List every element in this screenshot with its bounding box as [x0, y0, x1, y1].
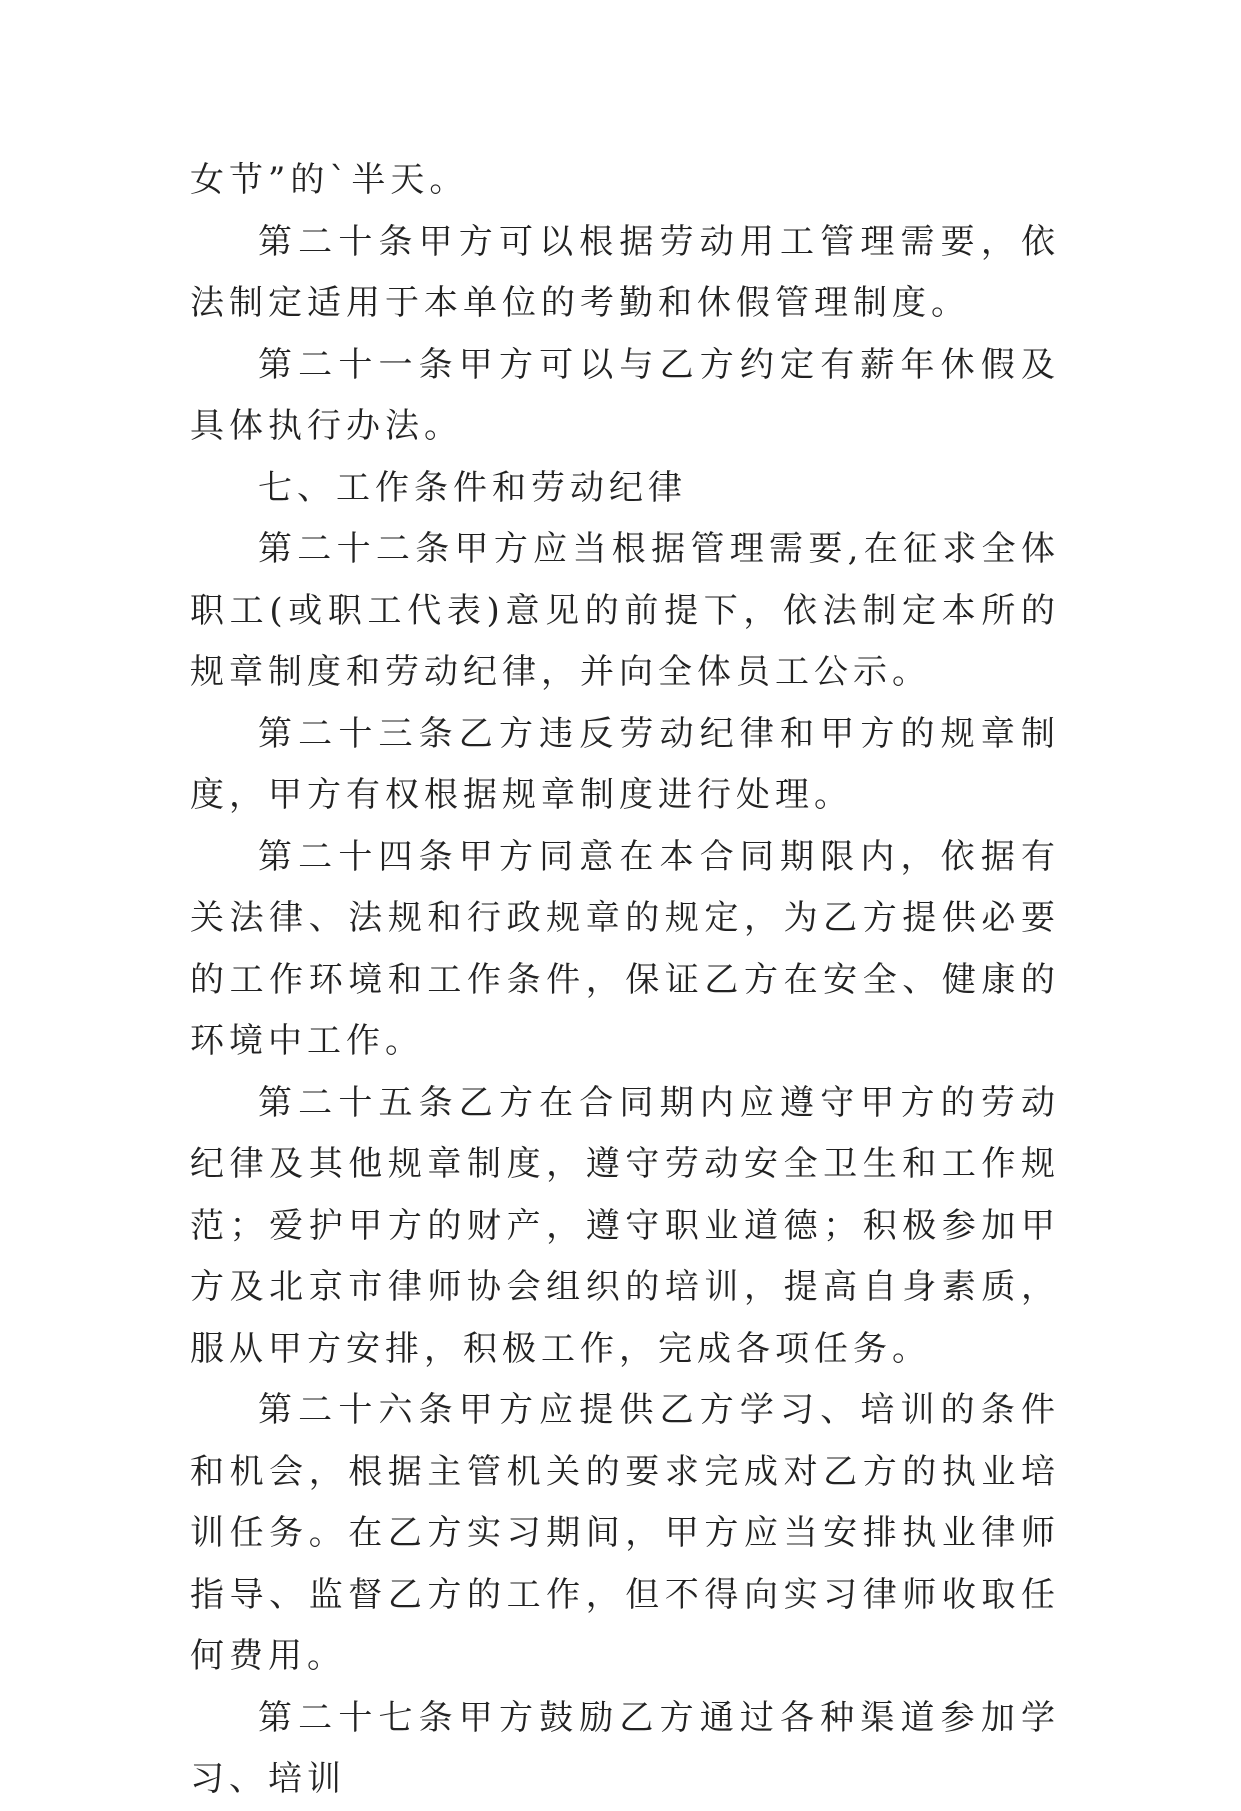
paragraph-article-27: 第二十七条甲方鼓励乙方通过各种渠道参加学习、培训 — [190, 1697, 1060, 1799]
section-heading-work-conditions: 七、工作条件和劳动纪律 — [258, 467, 687, 508]
paragraph-article-20: 第二十条甲方可以根据劳动用工管理需要，依法制定适用于本单位的考勤和休假管理制度。 — [190, 221, 1060, 323]
paragraph-0: 女节”的`半天。 — [190, 160, 469, 200]
document-body — [190, 150, 1060, 1811]
paragraph-article-22: 第二十二条甲方应当根据管理需要,在征求全体职工(或职工代表)意见的前提下，依法制定本所的规章制度和劳动纪律，并向全体员工公示。 — [190, 529, 1060, 692]
paragraph-article-21: 第二十一条甲方可以与乙方约定有薪年休假及具体执行办法。 — [190, 344, 1060, 446]
paragraph-article-23: 第二十三条乙方违反劳动纪律和甲方的规章制度，甲方有权根据规章制度进行处理。 — [190, 713, 1060, 815]
paragraph-article-25: 第二十五条乙方在合同期内应遵守甲方的劳动纪律及其他规章制度，遵守劳动安全卫生和工作规范；爱护甲方的财产，遵守职业道德；积极参加甲方及北京市律师协会组织的培训，提高自身素质，服从甲方安排，积极工作，完成各项任务。 — [190, 1082, 1060, 1369]
paragraph-article-24: 第二十四条甲方同意在本合同期限内，依据有关法律、法规和行政规章的规定，为乙方提供必要的工作环境和工作条件，保证乙方在安全、健康的环境中工作。 — [190, 836, 1060, 1061]
paragraph-article-26: 第二十六条甲方应提供乙方学习、培训的条件和机会，根据主管机关的要求完成对乙方的执业培训任务。在乙方实习期间，甲方应当安排执业律师指导、监督乙方的工作，但不得向实习律师收取任何费用。 — [190, 1390, 1060, 1676]
